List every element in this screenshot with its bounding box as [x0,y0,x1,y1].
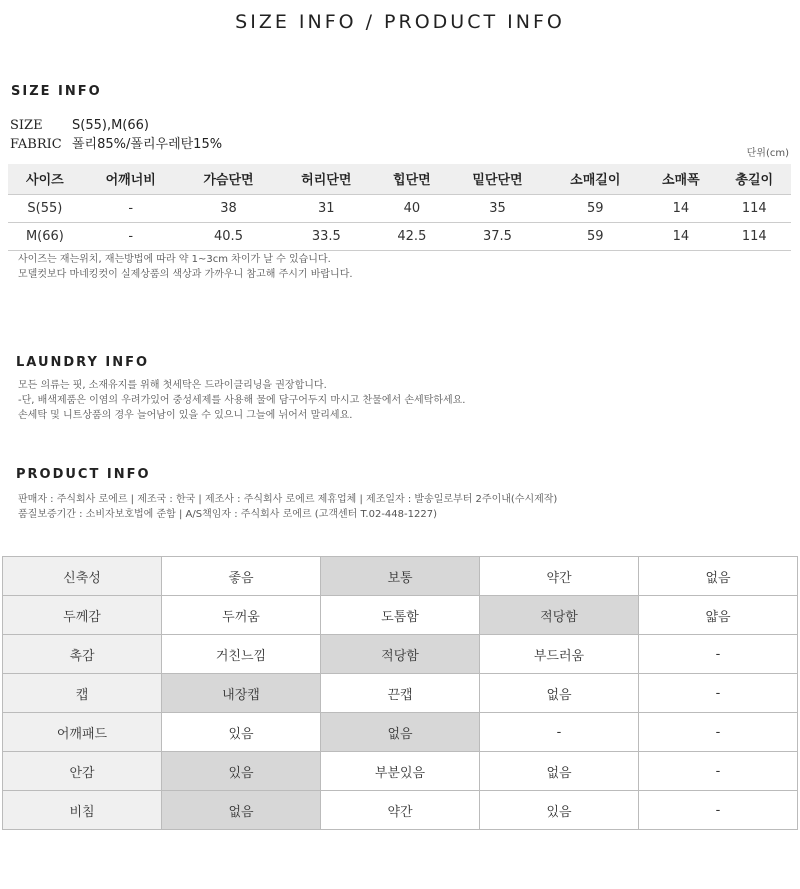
property-label: 신축성 [3,557,162,596]
property-option: 없음 [480,752,639,791]
property-option: 약간 [321,791,480,830]
table-cell: 33.5 [277,222,375,250]
fabric-spec-line [10,133,222,152]
size-table-header: 힙단면 [375,164,448,194]
table-cell: 40 [375,194,448,222]
property-option-selected: 있음 [162,752,321,791]
property-option: - [480,713,639,752]
size-table-header: 총길이 [718,164,791,194]
table-cell: 14 [644,194,717,222]
property-label: 안감 [3,752,162,791]
property-row [3,557,798,596]
property-option: 있음 [480,791,639,830]
laundry-note: 손세탁 및 니트상품의 경우 늘어남이 있을 수 있으니 그늘에 뉘어서 말리세요. [18,410,353,421]
size-table [8,164,791,251]
unit-label: 단위(cm) [746,148,789,159]
table-cell: 31 [277,194,375,222]
property-option: 두꺼움 [162,596,321,635]
laundry-note: 모든 의류는 핏, 소재유지를 위해 첫세탁은 드라이클리닝을 권장합니다. [18,380,327,391]
page-title: SIZE INFO / PRODUCT INFO [235,11,565,33]
product-note: 판매자 : 주식회사 로에르 | 제조국 : 한국 | 제조사 : 주식회사 로에르 제휴업체 | 제조일자 : 발송일로부터 2주이내(수시제작) [18,494,558,505]
property-row [3,713,798,752]
size-table-header: 가슴단면 [180,164,278,194]
product-properties-table [2,556,798,830]
table-cell: - [82,222,180,250]
size-table-header: 소매길이 [546,164,644,194]
property-option: 없음 [639,557,798,596]
property-option: - [639,674,798,713]
size-notes [18,252,353,282]
property-row [3,674,798,713]
product-notes [18,492,557,522]
laundry-info-heading: LAUNDRY INFO [16,355,150,370]
property-option: - [639,635,798,674]
property-option: - [639,713,798,752]
size-info-heading: SIZE INFO [11,84,102,99]
property-option: - [639,752,798,791]
table-row [8,194,791,222]
property-row [3,791,798,830]
table-cell: 42.5 [375,222,448,250]
size-note: 모델컷보다 마네킹컷이 실제상품의 색상과 가까우니 참고해 주시기 바랍니다. [18,269,353,280]
size-table-header: 어깨너비 [82,164,180,194]
property-option-selected: 내장캡 [162,674,321,713]
laundry-note: -단, 배색제품은 이염의 우려가있어 중성세제를 사용해 물에 담구어두지 마시고 찬물에서 손세탁하세요. [18,395,466,406]
size-table-header: 사이즈 [8,164,82,194]
property-label: 두께감 [3,596,162,635]
size-table-header: 소매폭 [644,164,717,194]
table-cell: 38 [180,194,278,222]
laundry-notes [18,378,465,423]
property-option: 부분있음 [321,752,480,791]
property-option-selected: 없음 [162,791,321,830]
table-cell: 59 [546,194,644,222]
table-cell: - [82,194,180,222]
property-row [3,752,798,791]
property-option: 거친느낌 [162,635,321,674]
size-note: 사이즈는 재는위치, 재는방법에 따라 약 1~3cm 차이가 날 수 있습니다. [18,254,331,265]
property-label: 캡 [3,674,162,713]
product-info-heading: PRODUCT INFO [16,467,151,482]
size-label: SIZE [10,118,43,133]
table-cell: 59 [546,222,644,250]
property-option: 좋음 [162,557,321,596]
table-cell: 14 [644,222,717,250]
table-cell: 114 [718,222,791,250]
size-table-header: 밑단단면 [449,164,547,194]
table-cell: 40.5 [180,222,278,250]
property-label: 비침 [3,791,162,830]
size-table-header-row [8,164,791,194]
size-table-header: 허리단면 [277,164,375,194]
size-value: S(55),M(66) [72,118,149,133]
table-cell: 114 [718,194,791,222]
property-option-selected: 적당함 [321,635,480,674]
table-cell: S(55) [8,194,82,222]
property-label: 촉감 [3,635,162,674]
property-option: 끈캡 [321,674,480,713]
property-option: 도톰함 [321,596,480,635]
property-option: 없음 [480,674,639,713]
fabric-value: 폴리85%/폴리우레탄15% [72,137,223,152]
property-option: - [639,791,798,830]
property-row [3,596,798,635]
property-label: 어깨패드 [3,713,162,752]
property-row [3,635,798,674]
table-cell: M(66) [8,222,82,250]
property-option-selected: 적당함 [480,596,639,635]
table-cell: 37.5 [449,222,547,250]
table-row [8,222,791,250]
product-note: 품질보증기간 : 소비자보호법에 준함 | A/S책임자 : 주식회사 로에르 (고객센터 T.02-448-1227) [18,509,437,520]
property-option-selected: 보통 [321,557,480,596]
property-option: 얇음 [639,596,798,635]
table-cell: 35 [449,194,547,222]
fabric-label: FABRIC [10,137,62,152]
size-spec-line [10,118,149,133]
property-option-selected: 없음 [321,713,480,752]
property-option: 있음 [162,713,321,752]
property-option: 약간 [480,557,639,596]
property-option: 부드러움 [480,635,639,674]
